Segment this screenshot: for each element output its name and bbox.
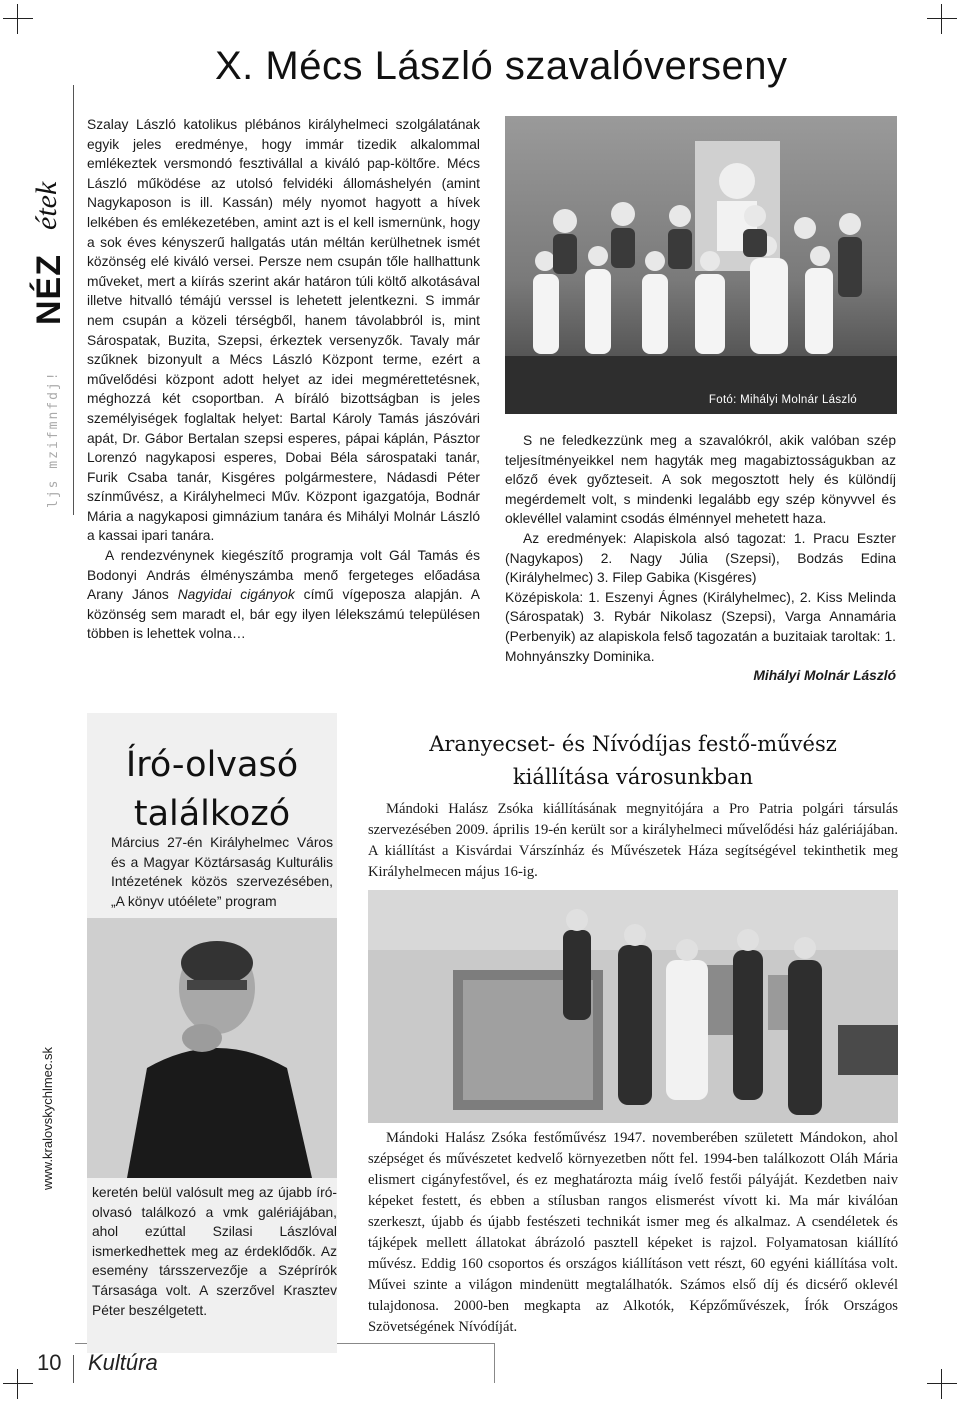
brand-tagline: ljs mzifmnfdj! (46, 370, 61, 508)
article-author: Mihályi Molnár László (753, 668, 896, 684)
box-title-line-1: Író-olvasó (125, 745, 299, 785)
box-title (87, 741, 337, 839)
intro-p2-italic-title: Nagyidai cigányok (177, 587, 295, 603)
results-article (505, 431, 896, 686)
intro-article (87, 115, 480, 644)
crop-mark-top-left (3, 4, 33, 34)
crop-mark-top-right (927, 4, 957, 34)
page-title: X. Mécs László szavalóverseny (215, 44, 788, 88)
author-portrait-illustration (87, 918, 337, 1178)
intro-p2-text-end: című vígeposza alapján. A közönség sem maradt el, bár egy ilyen lélekszámú településen többen is lehettek volna… (87, 587, 480, 642)
results-paragraph-2: Az eredmények: Alapiskola alsó tagozat: 1. Pracu Eszter (Nagykapos) 2. Nagy Júlia (Szepsi), Bodzás Edina (Királyhelmec) 3. Filep Gabika (Kisgéres) (505, 530, 896, 586)
intro-paragraph-1: Szalay László katolikus plébános királyhelmeci szolgálatának egyik jeles eredménye, hogy immár tizedik alkalommal emlékeztek versmondó fesztivállal a kiváló pap-költőre. Mécs László működése az utolsó felvidéki állomáshelyén (amint Nagykaposon is ill. Kassán) mély nyomot hagyott a hívek lelkében és emlékezetében, amint azt is el kell ismernünk, hogy a sok éves kényszerű hallgatás után méltán kerülhetnek ismét közönség elé kiváló versei. Persze nem csupán tőle hallhattunk műveket, mert a kiírás szerint akár határon túli költő alkotásával illetve hitvalló témájú verssel is lehetett jelentkezni. S immár nem csupán a közeli térségből, hanem távolabbról is, mint Sárospatak, Buzita, Szepsi, érkeztek versenyzők. Tavaly már szűknek bizonyult a Mécs László Központ terme, ezért a művelődési központ adott helyet az idei megmérettetésnek, méghozzá két csoportban. A bíráló bizottságban is jeles személyiségek foglaltak helyet: Bartal Károly Tamás jászóvári apát, Dr. Gábor Bertalan szepsi esperes, pápai káplán, Pásztor Lorenzó nagykaposi esperes, Dobai Béla sárospataki tanár, Furik Csaba tanár, Kisgéres polgármestere, Nádasdi Péter színművész, a Királyhelmeci Műv. Központ igazgatója, Bodnár Mária a nagykaposi gimnázium tanára és Mihályi Molnár László a kassai ipari tanára. (87, 117, 480, 544)
box-text-bottom: keretén belül valósult meg az újabb író-olvasó találkozó a vmk galériájában, ahol ezúttal Szilasi Lászlóval ismerkedhettek meg az érdeklődők. Az esemény társszervezője a Széprírók Társasága volt. A szerzővel Krasztev Péter beszélgetett. (92, 1185, 337, 1318)
exhibition-photo-illustration (368, 890, 898, 1123)
group-photo (505, 116, 897, 414)
box-title-line-2: találkozó (133, 794, 291, 834)
website-url: www.kralovskychlmec.sk (40, 1046, 55, 1190)
brand-logo-nez: NÉZ (30, 254, 68, 325)
section-name: Kultúra (88, 1350, 158, 1375)
exhibition-body (368, 1128, 898, 1338)
brand-logo-etek: étek (30, 181, 63, 230)
exhibition-lead-text: Mándoki Halász Zsóka kiállításának megnyitójára a Pro Patria polgári társulás szervezésében 2009. április 19-én került sor a királyhelmeci művelődési ház galériájában. A kiállítást a Kisvárdai Várszínház és Művészetek Háza segítségével tekinthetik meg Királyhelmecen május 16-ig. (368, 801, 898, 880)
page-number: 10 (37, 1350, 62, 1375)
photo-caption: Fotó: Mihályi Molnár László (708, 394, 857, 406)
intro-paragraph-2 (87, 546, 480, 644)
intro-p2-text: A rendezvénynek kiegészítő programja volt Gál Tamás és Bodonyi András élményszámba menő fergeteges előadása Arany János (87, 548, 480, 603)
results-paragraph-1: S ne feledkezzünk meg a szavalókról, akik valóban szép teljesítményeikkel nem hagyták meg magabiztosságukban az előző évek győzteseit. A sok megosztott hely és különdíj megérdemelt volt, s mindenki legalább egy szép könyvvel és oklevéllel valamint csodás élménnyel mehetett haza. (505, 433, 896, 527)
exhibition-title-line-1: Aranyecset- és Nívódíjas festő-művész (429, 732, 837, 756)
bottom-divider-vertical (494, 1343, 495, 1383)
crop-mark-bottom-right (927, 1369, 957, 1399)
results-paragraph-3: Középiskola: 1. Eszenyi Ágnes (Királyhelmec), 2. Kiss Melinda (Sárospatak) 3. Rybár Nikolasz (Szepsi), Varga Annamária (Perbenyik) az alapiskola felső tagozatán a buzitaiak taroltak: 1. Mohnyánszky Dominika. (505, 589, 896, 664)
sidebar-divider (73, 85, 74, 515)
exhibition-opening-photo (368, 890, 898, 1123)
box-text-top: Március 27-én Királyhelmec Város és a Magyar Köztársaság Kulturális Intézetének közös szervezésében, „A könyv utóélete” program (111, 835, 333, 909)
footer-rule (73, 1355, 74, 1383)
author-portrait-photo (87, 918, 337, 1178)
exhibition-article-title (368, 728, 898, 794)
exhibition-lead (368, 799, 898, 883)
crop-mark-bottom-left (3, 1369, 33, 1399)
group-photo-illustration (505, 116, 897, 414)
exhibition-title-line-2: kiállítása városunkban (512, 765, 754, 789)
exhibition-body-text: Mándoki Halász Zsóka festőművész 1947. novemberében született Mándokon, ahol szépséget és művészetet kedvelő környezetben nőtt fel. 1994-ben találkozott Oláh Mária elismert cigányfestővel, és ez meghatározta máig ívelő festői pályáját. Kezdetben naiv képeket festett, és ebben a stílusban rangos elismerést vívott ki. Ma már kiválóan szerkeszt, újabb és újabb festészeti technikát ismer meg és alkalmaz. A csendéletek és tájképek mellett állatokat ábrázoló pasztell képeket is rajzol. Folyamatosan kiállító művész. Eddig 160 csoportos és országos kiállításon vett részt, 60 egyéni kiállítása volt. Művei szinte a világon mindenütt megtalálhatók. Számos első díj és dicsérő oklevél tulajdonosa. 2000-ben megkapta az Alkotók, Képzőművészek, Írók Országos Szövetségének Nívódíját. (368, 1130, 898, 1335)
